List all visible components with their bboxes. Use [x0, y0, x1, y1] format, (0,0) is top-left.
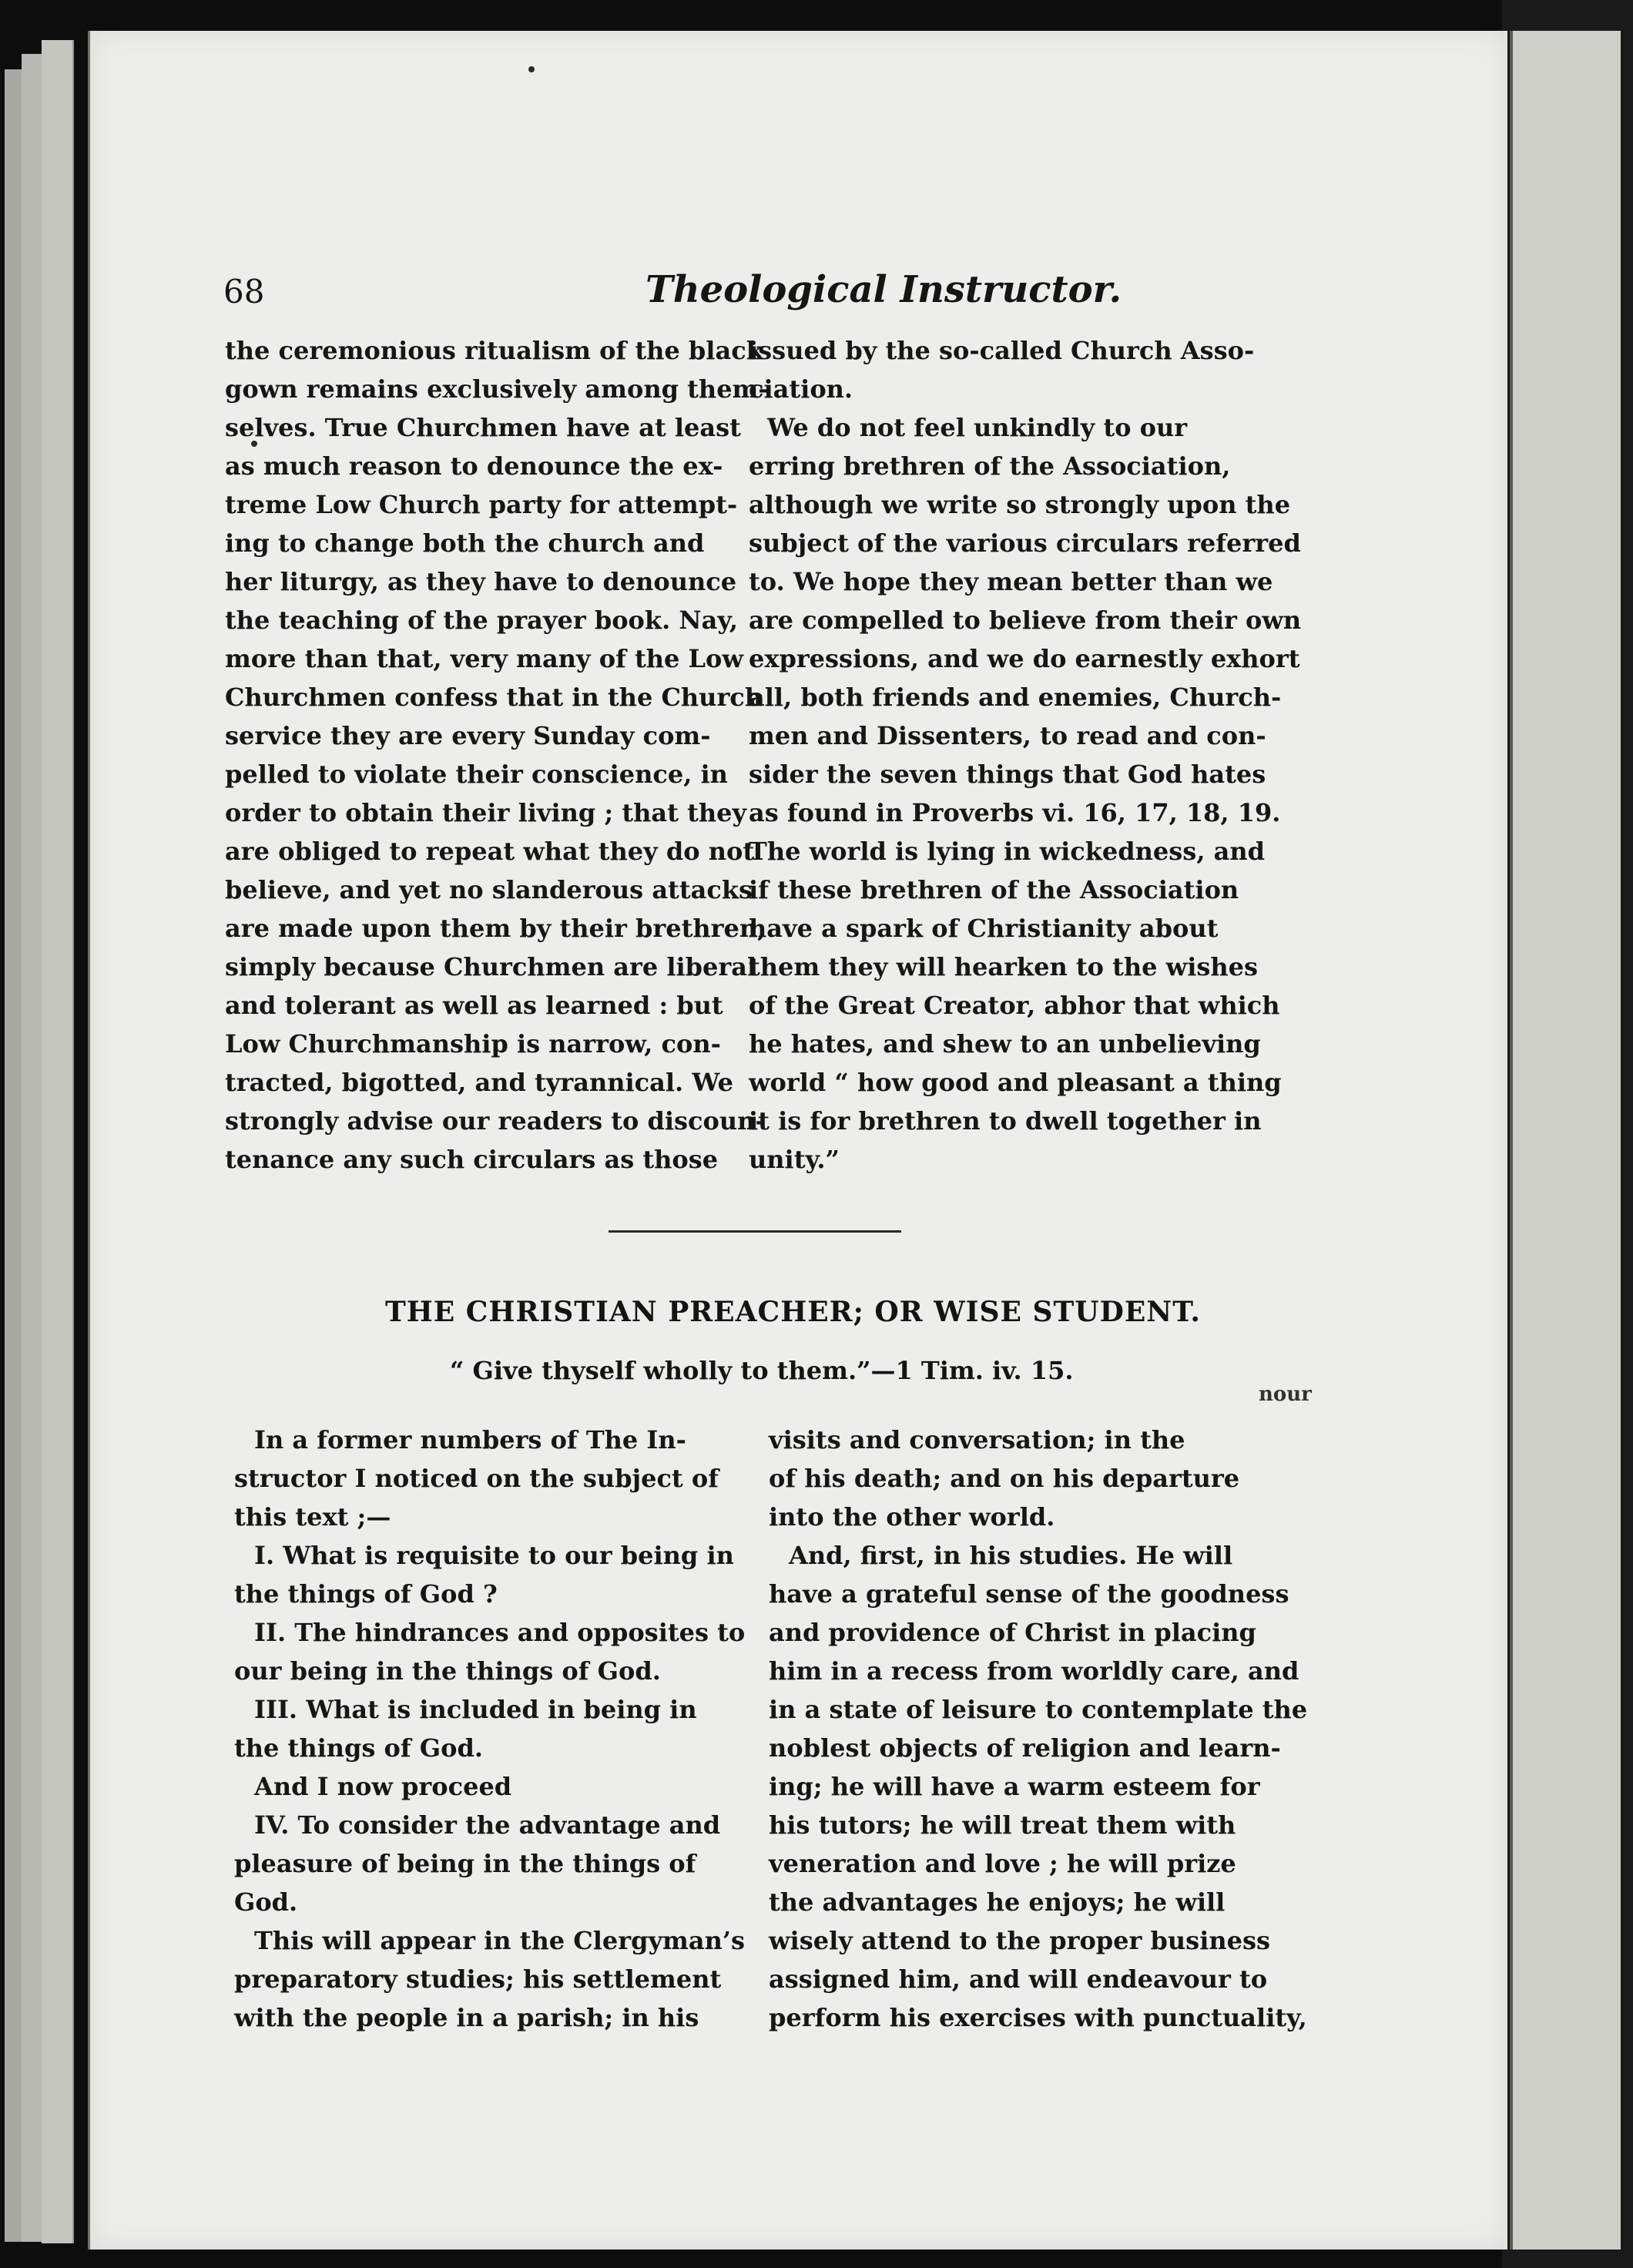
text-line: tenance any such circulars as those: [225, 1145, 719, 1174]
text-line: expressions, and we do earnestly exhort: [749, 644, 1300, 673]
text-line: And I now proceed: [254, 1772, 512, 1801]
text-line: if these brethren of the Association: [749, 875, 1239, 904]
text-line: This will appear in the Clergyman’s: [254, 1926, 746, 1955]
text-line: tracted, bigotted, and tyrannical. We: [225, 1068, 733, 1097]
text-line: And, first, in his studies. He will: [789, 1541, 1233, 1570]
text-line: of his death; and on his departure: [769, 1464, 1240, 1493]
text-line: noblest objects of religion and learn-: [769, 1733, 1281, 1763]
upper-article-column-left: [225, 331, 826, 1179]
text-line: our being in the things of God.: [234, 1656, 661, 1686]
text-line: In a former numbers of The In-: [254, 1425, 686, 1454]
text-line: Churchmen confess that in the Church: [225, 683, 763, 712]
article-title: THE CHRISTIAN PREACHER; OR WISE STUDENT.: [385, 1296, 1201, 1328]
text-line: Low Churchmanship is narrow, con-: [225, 1029, 721, 1059]
text-line: selves. True Churchmen have at least: [225, 413, 741, 442]
text-line: III. What is included in being in: [254, 1695, 697, 1724]
text-line: as much reason to denounce the ex-: [225, 451, 723, 481]
section-divider-rule: [609, 1230, 901, 1233]
text-line: although we write so strongly upon the: [749, 490, 1291, 519]
text-line: are compelled to believe from their own: [749, 606, 1302, 635]
page-number: 68: [223, 273, 265, 310]
text-line: We do not feel unkindly to our: [767, 413, 1188, 442]
text-line: all, both friends and enemies, Church-: [749, 683, 1282, 712]
text-line: the things of God ?: [234, 1579, 498, 1609]
text-line: The world is lying in wickedness, and: [749, 837, 1265, 866]
text-line: pelled to violate their conscience, in: [225, 760, 728, 789]
text-line: it is for brethren to dwell together in: [749, 1106, 1262, 1136]
text-line: her liturgy, as they have to denounce: [225, 567, 737, 596]
text-line: sider the seven things that God hates: [749, 760, 1266, 789]
text-line: veneration and love ; he will prize: [769, 1849, 1236, 1878]
text-line: he hates, and shew to an unbelieving: [749, 1029, 1261, 1059]
text-line: visits and conversation; in the: [769, 1425, 1185, 1454]
upper-article-column-right: [749, 331, 1350, 1179]
facing-page-edge: [1510, 31, 1621, 2250]
article-column-left: [234, 1421, 843, 2037]
text-line: ciation.: [749, 374, 853, 404]
text-line: the ceremonious ritualism of the black: [225, 336, 763, 365]
text-line: into the other world.: [769, 1502, 1055, 1532]
text-line: strongly advise our readers to discoun-: [225, 1106, 766, 1136]
text-line: the advantages he enjoys; he will: [769, 1887, 1226, 1917]
text-line: pleasure of being in the things of: [234, 1849, 696, 1878]
text-line: to. We hope they mean better than we: [749, 567, 1273, 596]
running-title: Theological Instructor.: [645, 268, 1122, 311]
text-line: of the Great Creator, abhor that which: [749, 991, 1280, 1020]
text-line: perform his exercises with punctuality,: [769, 2003, 1307, 2032]
text-line: his tutors; he will treat them with: [769, 1810, 1236, 1840]
text-line: ing to change both the church and: [225, 528, 705, 558]
text-line: this text ;—: [234, 1502, 391, 1532]
text-line: subject of the various circulars referred: [749, 528, 1301, 558]
text-line: erring brethren of the Association,: [749, 451, 1231, 481]
text-line: preparatory studies; his settlement: [234, 1964, 722, 1994]
text-line: him in a recess from worldly care, and: [769, 1656, 1299, 1686]
text-line: ing; he will have a warm esteem for: [769, 1772, 1260, 1801]
text-line: order to obtain their living ; that they: [225, 798, 747, 827]
article-column-right: [769, 1421, 1377, 2037]
ink-speck: [528, 66, 535, 72]
text-line: assigned him, and will endeavour to: [769, 1964, 1268, 1994]
text-line: and providence of Christ in placing: [769, 1618, 1256, 1647]
text-line: as found in Proverbs vi. 16, 17, 18, 19.: [749, 798, 1281, 827]
page-header: [223, 251, 1379, 313]
text-line: issued by the so-called Church Asso-: [749, 336, 1255, 365]
text-line: and tolerant as well as learned : but: [225, 991, 723, 1020]
text-line: men and Dissenters, to read and con-: [749, 721, 1266, 750]
text-line: in a state of leisure to contemplate the: [769, 1695, 1308, 1724]
text-line: simply because Churchmen are liberal: [225, 952, 757, 981]
text-line: IV. To consider the advantage and: [254, 1810, 721, 1840]
text-line: wisely attend to the proper business: [769, 1926, 1270, 1955]
text-line: the teaching of the prayer book. Nay,: [225, 606, 738, 635]
text-line: have a grateful sense of the goodness: [769, 1579, 1289, 1609]
article-epigraph: “ Give thyself wholly to them.”—1 Tim. iv. 15.: [450, 1356, 1074, 1385]
text-line: world “ how good and pleasant a thing: [749, 1068, 1282, 1097]
text-line: believe, and yet no slanderous attacks: [225, 875, 753, 904]
text-line: them they will hearken to the wishes: [749, 952, 1259, 981]
text-line: II. The hindrances and opposites to: [254, 1618, 746, 1647]
text-line: structor I noticed on the subject of: [234, 1464, 719, 1493]
text-line: more than that, very many of the Low: [225, 644, 743, 673]
page-stack-edge: [42, 40, 74, 2243]
text-line: with the people in a parish; in his: [234, 2003, 699, 2032]
text-line: have a spark of Christianity about: [749, 914, 1219, 943]
text-line: the things of God.: [234, 1733, 483, 1763]
text-line: gown remains exclusively among them-: [225, 374, 769, 404]
stray-print-mark: nour: [1259, 1383, 1312, 1406]
text-line: unity.”: [749, 1145, 840, 1174]
text-line: service they are every Sunday com-: [225, 721, 711, 750]
text-line: God.: [234, 1887, 298, 1917]
text-line: I. What is requisite to our being in: [254, 1541, 734, 1570]
text-line: are made upon them by their brethren,: [225, 914, 766, 943]
text-line: are obliged to repeat what they do not: [225, 837, 755, 866]
text-line: treme Low Church party for attempt-: [225, 490, 738, 519]
